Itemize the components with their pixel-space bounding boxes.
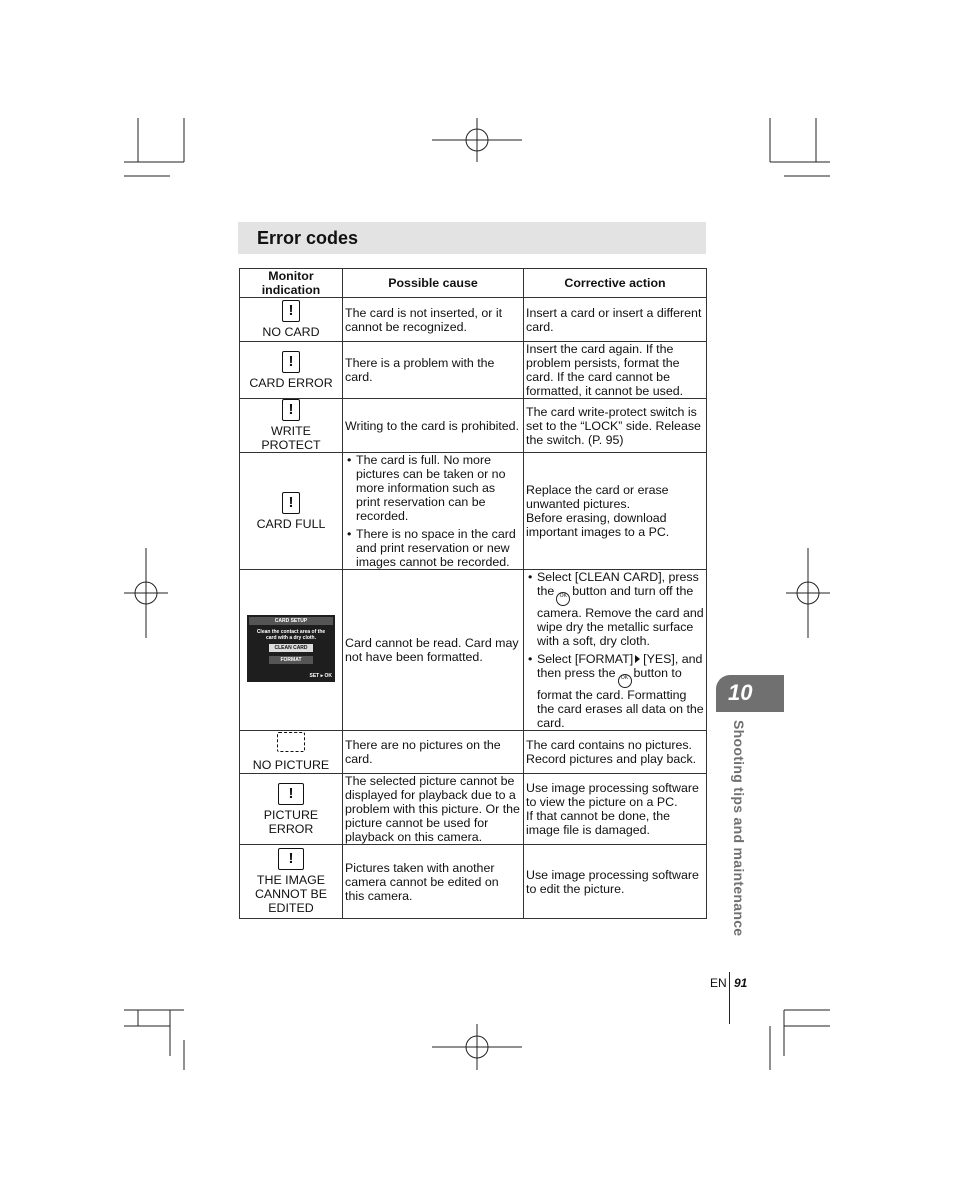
monitor-cell (240, 453, 343, 570)
exclamation-box-icon: ! (282, 351, 300, 373)
action-cell (524, 570, 707, 731)
table-row (240, 298, 707, 342)
page-number: 91 (734, 976, 748, 990)
action-text: Select [FORMAT] (537, 652, 634, 666)
folio-divider (729, 972, 730, 1024)
monitor-cell (240, 731, 343, 774)
chapter-number: 10 (728, 680, 753, 705)
table-header-row (240, 269, 707, 298)
cause-cell: The card is not inserted, or it cannot be recognized. (343, 298, 524, 342)
cause-cell: The selected picture cannot be displayed for playback due to a problem with this picture. Or the picture cannot be used for playback on this camera. (343, 774, 524, 845)
monitor-cell (240, 399, 343, 453)
table-row (240, 399, 707, 453)
ok-button-icon: OK (618, 674, 632, 688)
card-setup-screen-image (247, 615, 335, 682)
lcd-format-option: FORMAT (269, 656, 313, 664)
exclamation-box-icon: ! (282, 300, 300, 322)
language-code: EN (710, 976, 727, 990)
cause-cell: Card cannot be read. Card may not have been formatted. (343, 570, 524, 731)
monitor-label: THE IMAGE CANNOT BE EDITED (254, 873, 328, 915)
cause-bullet: • The card is full. No more pictures can be taken or no more information such as print reservation can be recorded. (345, 453, 521, 523)
monitor-label: CARD FULL (256, 516, 326, 531)
action-text: button to format the card. Formatting the card erases all data on the card. (537, 666, 704, 730)
table-row (240, 731, 707, 774)
action-cell: Use image processing software to view the picture on a PC. If that cannot be done, the image file is damaged. (524, 774, 707, 845)
lcd-clean-card-option: CLEAN CARD (269, 644, 313, 652)
action-bullet (526, 652, 704, 730)
exclamation-box-icon: ! (282, 492, 300, 514)
table-row (240, 453, 707, 570)
action-text: [YES], and then press the (537, 652, 703, 680)
header-monitor-indication: Monitor indication (240, 269, 343, 298)
action-text: Select [CLEAN CARD], press the (537, 570, 699, 598)
cause-cell (343, 453, 524, 570)
section-title: Error codes (257, 228, 359, 248)
monitor-cell (240, 774, 343, 845)
action-cell: Insert a card or insert a different card. (524, 298, 707, 342)
right-arrow-icon (635, 655, 640, 663)
monitor-cell (240, 342, 343, 399)
action-cell: Use image processing software to edit the picture. (524, 845, 707, 919)
lcd-title: CARD SETUP (249, 617, 333, 625)
lcd-set-ok: SET ▸ OK (309, 673, 332, 679)
monitor-label: NO PICTURE (252, 758, 330, 772)
ok-button-icon: OK (556, 592, 570, 606)
monitor-cell (240, 570, 343, 731)
cause-cell: Pictures taken with another camera cannot be edited on this camera. (343, 845, 524, 919)
lcd-message: Clean the contact area of the card with a dry cloth. (256, 629, 326, 641)
monitor-label: WRITE PROTECT (261, 424, 321, 452)
error-codes-table (239, 268, 707, 919)
action-cell: Replace the card or erase unwanted pictures. Before erasing, download important images to a PC. (524, 453, 707, 570)
chapter-tab (716, 675, 784, 712)
action-cell: The card write-protect switch is set to the “LOCK” side. Release the switch. (P. 95) (524, 399, 707, 453)
dashed-frame-icon (277, 732, 305, 752)
monitor-label: NO CARD (262, 325, 320, 339)
action-cell: Insert the card again. If the problem persists, format the card. If the card cannot be formatted, it cannot be used. (524, 342, 707, 399)
exclamation-box-icon: ! (278, 848, 304, 870)
cause-cell: There is a problem with the card. (343, 342, 524, 399)
exclamation-box-icon: ! (278, 783, 304, 805)
monitor-label: CARD ERROR (249, 375, 333, 390)
cause-cell: Writing to the card is prohibited. (343, 399, 524, 453)
header-possible-cause: Possible cause (343, 269, 524, 298)
header-corrective-action: Corrective action (524, 269, 707, 298)
section-title-bar (238, 222, 706, 254)
chapter-title: Shooting tips and maintenance (731, 720, 747, 937)
table-row (240, 570, 707, 731)
cause-bullet: • There is no space in the card and print reservation or new images cannot be recorded. (345, 527, 521, 569)
cause-cell: There are no pictures on the card. (343, 731, 524, 774)
monitor-cell (240, 298, 343, 342)
table-row (240, 845, 707, 919)
action-bullet (526, 570, 704, 648)
table-row (240, 774, 707, 845)
action-cell: The card contains no pictures. Record pictures and play back. (524, 731, 707, 774)
monitor-label: PICTURE ERROR (263, 807, 319, 836)
exclamation-box-icon: ! (282, 399, 300, 421)
action-text: button and turn off the camera. Remove the card and wipe dry the metallic surface with a soft, dry cloth. (537, 584, 704, 648)
table-row (240, 342, 707, 399)
monitor-cell (240, 845, 343, 919)
